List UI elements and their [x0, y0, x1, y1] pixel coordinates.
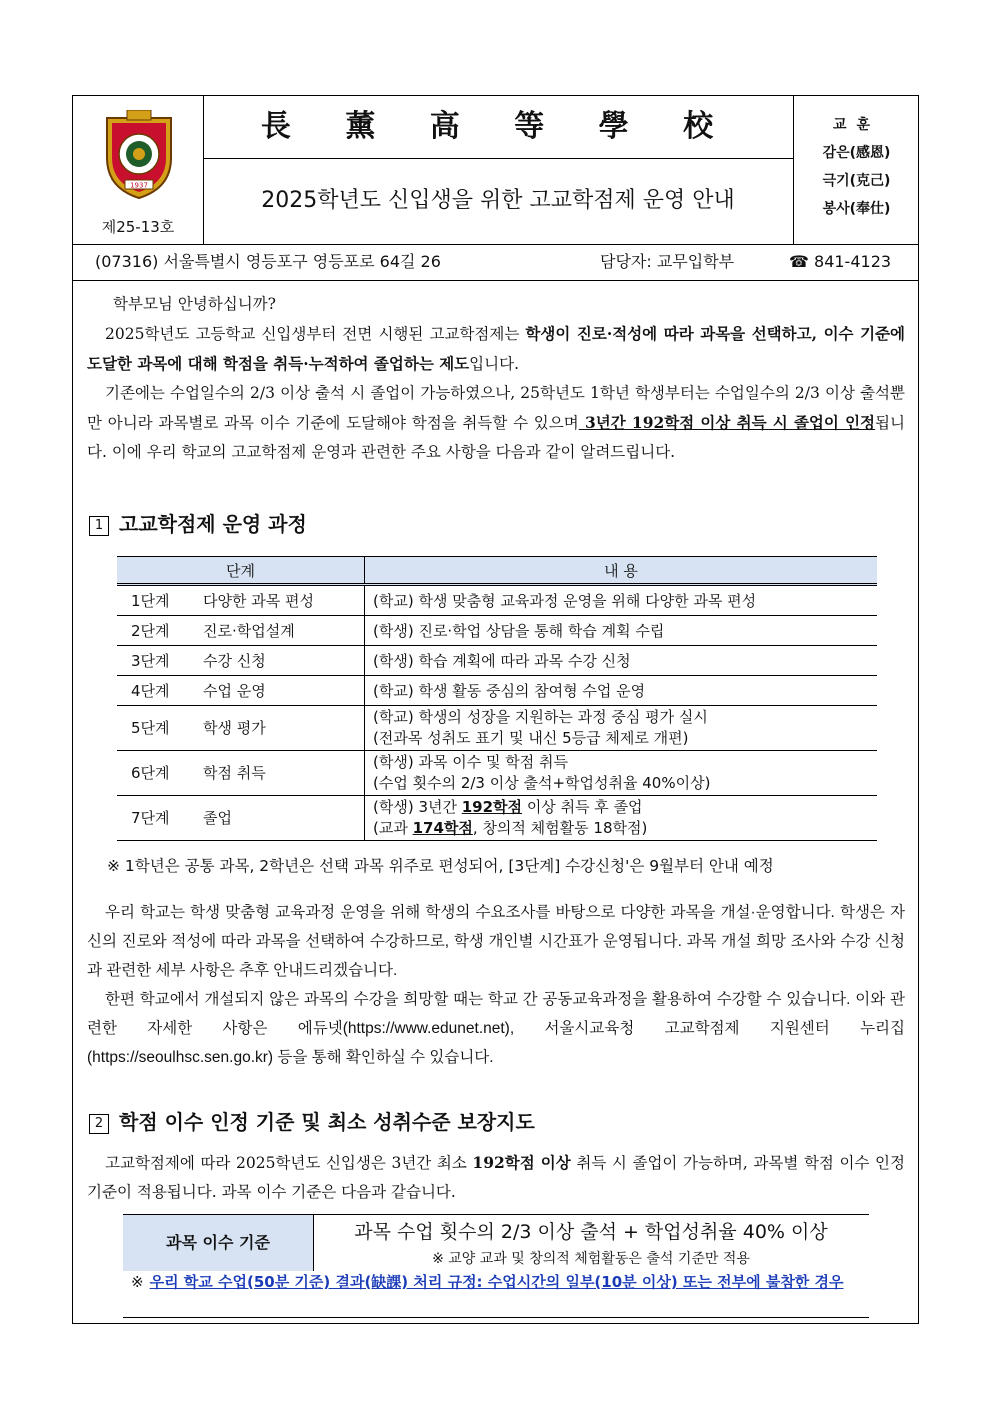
column-header-stage: 단계 [117, 557, 365, 585]
section2-body [87, 1148, 905, 1207]
section-heading-1 [89, 508, 307, 537]
intro-paragraph-1 [87, 319, 905, 379]
column-header-content: 내 용 [365, 557, 878, 585]
text-run: 입니다. [469, 355, 520, 373]
stage-name: 진로·학업설계 [203, 622, 295, 640]
section1-body [87, 898, 905, 1072]
section-title: 학점 이수 인정 기준 및 최소 성취수준 보장지도 [119, 1110, 535, 1134]
notice-title: 2025학년도 신입생을 위한 고교학점제 운영 안내 [261, 188, 735, 213]
stage-number: 5단계 [131, 718, 170, 737]
criteria-subnote: ※ 교양 교과 및 창의적 체험활동은 출석 기준만 적용 [432, 1251, 750, 1267]
school-name: 長 薰 高 等 學 校 [203, 96, 793, 159]
stage-cell [117, 706, 365, 751]
criteria-table [123, 1214, 869, 1291]
stage-number: 4단계 [131, 682, 170, 700]
stage-number: 1단계 [131, 592, 170, 610]
stage-number: 6단계 [131, 763, 170, 782]
stage-name: 학점 취득 [203, 763, 266, 782]
motto-cell [793, 96, 920, 244]
stage-content [365, 796, 878, 841]
stage-content [365, 706, 878, 751]
content-line: (수업 횟수의 2/3 이상 출석+학업성취율 40%이상) [373, 774, 711, 792]
stage-cell [117, 646, 365, 676]
stage-content: (학생) 진로·학업 상담을 통해 학습 계획 수립 [365, 616, 878, 646]
motto-heading: 교훈 [832, 117, 881, 133]
emphasis-text: 192학점 [461, 798, 523, 816]
stage-content: (학생) 학습 계획에 따라 과목 수강 신청 [365, 646, 878, 676]
stage-name: 다양한 과목 편성 [203, 592, 314, 610]
content-line: (전과목 성취도 표기 및 내신 5등급 체제로 개편) [373, 729, 689, 747]
text-run: (학생) 3년간 [373, 798, 462, 816]
emphasis-text: 3년간 192학점 이상 취득 시 졸업이 인정 [578, 413, 876, 432]
text-run: 취득 시 졸업이 가능하며, 과목별 학점 이수 인정 기준이 적용됩니다. 과목 이수 기준은 다음과 같습니다. [87, 1154, 905, 1201]
stage-name: 학생 평가 [203, 718, 266, 737]
school-address: (07316) 서울특별시 영등포구 영등포로 64길 26 [95, 252, 441, 271]
stage-name: 수강 신청 [203, 652, 266, 670]
stage-table [117, 556, 877, 841]
note-mark: ※ [131, 1273, 144, 1291]
criteria-value-cell [313, 1215, 869, 1271]
text-run: 고교학점제에 따라 2025학년도 신입생은 3년간 최소 [105, 1154, 473, 1172]
motto-item: 봉사(奉仕) [822, 201, 891, 217]
table-row [117, 616, 877, 646]
stage-cell [117, 676, 365, 706]
note-text: 우리 학교 수업(50분 기준) 결과(缺課) 처리 규정: 수업시간의 일부(10분 이상) 또는 전부에 불참한 경우 [149, 1273, 844, 1291]
stage-note: ※ 1학년은 공통 과목, 2학년은 선택 과목 위주로 편성되어, [3단계] 수강신청'은 9월부터 안내 예정 [107, 857, 774, 875]
emphasis-text: 174학점 [412, 819, 473, 837]
stage-name: 수업 운영 [203, 682, 266, 700]
content-line: (학생) 과목 이수 및 학점 취득 [373, 753, 568, 771]
stage-cell [117, 751, 365, 796]
contact-person: 담당자: 교무입학부 [600, 252, 735, 271]
content-line [373, 818, 869, 839]
svg-text:1937: 1937 [130, 181, 148, 190]
section-title: 고교학점제 운영 과정 [119, 512, 307, 536]
absence-rule-note [131, 1271, 869, 1293]
section-number-box: 2 [89, 1114, 109, 1134]
motto-item: 감은(感恩) [822, 145, 891, 161]
document-page [72, 95, 919, 1324]
criteria-label: 과목 이수 기준 [123, 1215, 314, 1271]
stage-cell [117, 616, 365, 646]
table-row [117, 585, 877, 616]
text-run: 2025학년도 고등학교 신입생부터 전면 시행된 고교학점제는 [105, 325, 526, 343]
paragraph: 우리 학교는 학생 맞춤형 교육과정 운영을 위해 학생의 수요조사를 바탕으로 다양한 과목을 개설·운영합니다. 학생은 자신의 진로와 적성에 따라 과목을 선택하여 수강하므로, 학생 개인별 시간표가 운영됩니다. 과목 개설 희망 조사와 수강 신청과 관련한 세부 사항은 추후 안내드리겠습니다. [87, 904, 905, 979]
stage-number: 3단계 [131, 652, 170, 670]
content-line: (학교) 학생의 성장을 지원하는 과정 중심 평가 실시 [373, 708, 708, 726]
paragraph: 한편 학교에서 개설되지 않은 과목의 수강을 희망할 때는 학교 간 공동교육과정을 활용하여 수강할 수 있습니다. 이와 관련한 자세한 사항은 에듀넷(https://www.edunet.net), 서울시교육청 고교학점제 지원센터 누리집(https://seoulhsc.sen.go.kr) 등을 통해 확인하실 수 있습니다. [87, 991, 905, 1066]
table-row [117, 676, 877, 706]
stage-content [365, 751, 878, 796]
emphasis-text: 학생이 진로·적성에 따라 과목을 선택하고, 이수 기준에 도달한 과목에 대해 학점을 취득·누적하여 졸업하는 제도 [87, 324, 905, 373]
table-row [117, 706, 877, 751]
stage-cell [117, 796, 365, 841]
section-number-box: 1 [89, 516, 109, 536]
text-run: , 창의적 체험활동 18학점) [472, 819, 648, 837]
text-run: 됩니다. 이에 우리 학교의 고교학점제 운영과 관련한 주요 사항을 다음과 같이 알려드립니다. [87, 414, 905, 461]
logo-cell [73, 96, 204, 244]
school-emblem-icon [103, 110, 175, 200]
phone-number: ☎ 841-4123 [789, 252, 892, 271]
table-bottom-rule [123, 1317, 869, 1318]
title-cell [203, 96, 794, 244]
greeting: 학부모님 안녕하십니까? [113, 295, 276, 313]
section-heading-2 [89, 1106, 535, 1135]
emphasis-text: 192학점 이상 [472, 1153, 571, 1172]
table-row [117, 751, 877, 796]
paragraph [87, 1148, 905, 1207]
text-run: 이상 취득 후 졸업 [522, 798, 643, 816]
stage-content: (학교) 학생 맞춤형 교육과정 운영을 위해 다양한 과목 편성 [365, 585, 878, 616]
stage-number: 7단계 [131, 808, 170, 827]
stage-content: (학교) 학생 활동 중심의 참여형 수업 운영 [365, 676, 878, 706]
address-bar [73, 244, 918, 281]
stage-name: 졸업 [203, 808, 232, 827]
table-row [117, 796, 877, 841]
letterhead [73, 96, 918, 245]
content-line [373, 797, 869, 818]
motto-item: 극기(克己) [822, 173, 891, 189]
issue-number: 제25-13호 [101, 218, 175, 236]
text-run: 기존에는 수업일수의 2/3 이상 출석 시 졸업이 가능하였으나, 25학년도 1학년 학생부터는 수업일수의 2/3 이상 출석뿐만 아니라 과목별로 과목 이수 기준에 도달해야 학점을 취득할 수 있으며 [87, 384, 905, 432]
table-row [117, 646, 877, 676]
text-run: (교과 [373, 819, 413, 837]
body-content [87, 290, 905, 536]
stage-number: 2단계 [131, 622, 170, 640]
intro-paragraph-2 [87, 379, 905, 467]
stage-cell [117, 585, 365, 616]
criteria-value: 과목 수업 횟수의 2/3 이상 출석 + 학업성취율 40% 이상 [354, 1221, 828, 1243]
